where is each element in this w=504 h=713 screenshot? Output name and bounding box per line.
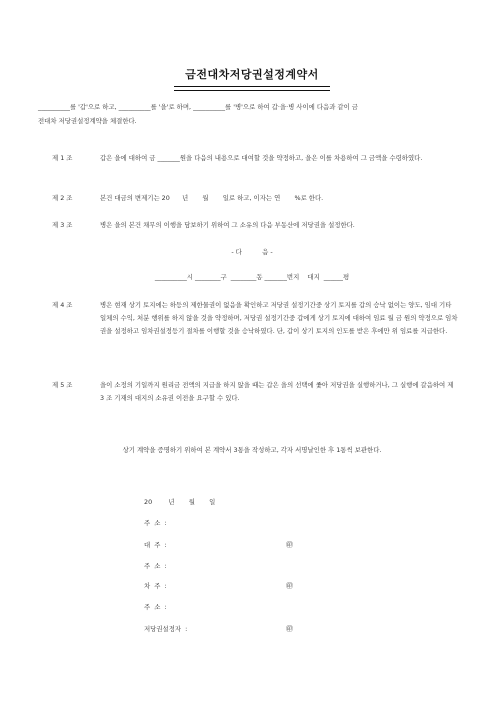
mortgagor-label: 저당권설정자 : [144, 625, 188, 633]
borrower-seal-mark: ㊞ [286, 582, 293, 590]
article-4-number: 제 4 조 [52, 301, 73, 309]
article-1-number: 제 1 조 [52, 154, 73, 162]
article-3-number: 제 3 조 [52, 221, 73, 229]
article-5-text: 을이 소정의 기일까지 원리금 전액의 지급을 하지 않을 때는 갑은 을의 선택에 좇아 저당권을 실행하거나, 그 실행에 갈음하여 제 3 조 기재의 대지의 소유권 이전을 요구할 수 있다. [100, 381, 454, 402]
article-4-text: 병은 현재 상기 토지에는 하등의 제한물권이 없음을 확인하고 저당권 설정기간중 상기 토지를 갑의 승낙 없이는 양도, 임대 기타 일체의 수익, 처분 행위를 하지 않을 것을 약정하며, 저당권 설정기간중 갑에게 상기 토지에 대하여 임료 월 금 원의 약정으로 임차권을 설정하고 임차권설정등기 절차를 이행할 것을 승낙하였다. 단, 갑이 상기 토지의 인도를 받은 후에만 위 임료를 지급한다. [100, 301, 458, 335]
property-heading: - 다 음 - [231, 248, 273, 256]
borrower-label: 차 주 : [144, 582, 167, 590]
intro-line-1: __________를 '갑'으로 하고, __________를 '을'로 하며, __________를 '병'으로 하여 갑·을·병 사이에 다음과 같이 금 [38, 103, 358, 111]
article-2-text: 본건 대금의 변제기는 20 년 월 일로 하고, 이자는 연 %로 한다. [100, 194, 324, 202]
lender-label: 대 주 : [144, 541, 167, 549]
document-title: 금전대차저당권설정계약서 [185, 68, 319, 81]
lender-address-label: 주 소 : [144, 519, 167, 527]
lender-seal-mark: ㊞ [286, 541, 293, 549]
title-underline [174, 86, 330, 87]
intro-line-2: 전대차 저당권설정계약을 체결한다. [38, 117, 137, 125]
article-3-text: 병은 을의 본건 채무의 이행을 담보하기 위하여 그 소유의 다음 부동산에 저당권을 설정한다. [100, 221, 355, 229]
mortgagor-seal-mark: ㊞ [286, 625, 293, 633]
article-1-text: 갑은 을에 대하여 금 _______원을 다음의 내용으로 대여할 것을 약정하고, 을은 이를 차용하여 그 금액을 수령하였다. [100, 154, 423, 162]
property-location-line: __________시 ________구 ________동 _______번지 대지 ______평 [154, 273, 350, 281]
article-2-number: 제 2 조 [52, 194, 73, 202]
closing-statement: 상기 계약을 증명하기 위하여 본 계약서 3통을 작성하고, 각자 서명날인한 후 1통씩 보관한다. [122, 446, 382, 454]
mortgagor-address-label: 주 소 : [144, 603, 167, 611]
borrower-address-label: 주 소 : [144, 562, 167, 570]
contract-date: 20 년 월 일 [144, 498, 216, 506]
title-underline-second [174, 90, 330, 91]
article-5-number: 제 5 조 [52, 381, 73, 389]
